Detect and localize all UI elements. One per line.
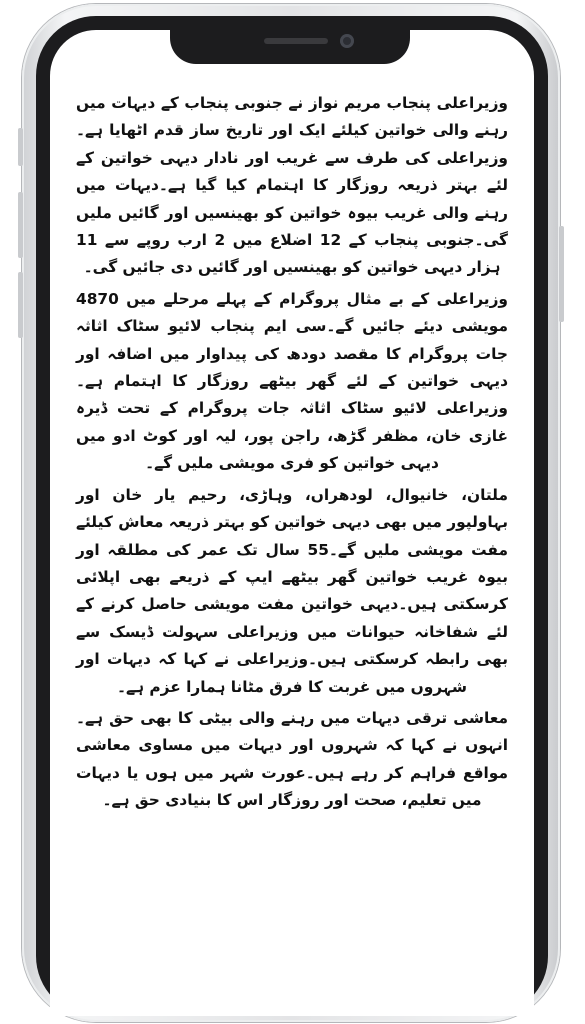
speaker-grille (264, 38, 328, 44)
volume-up-button (18, 192, 23, 258)
notch (170, 28, 410, 64)
article-paragraph-4: معاشی ترقی دیہات میں رہنے والی بیٹی کا بھی حق ہے۔انہوں نے کہا کہ شہروں اور دیہات میں مساوی معاشی مواقع فراہم کر رہے ہیں۔عورت شہر میں ہوں یا دیہات میں تعلیم، صحت اور روزگار اس کا بنیادی حق ہے۔ (76, 708, 508, 810)
article-body (76, 90, 508, 819)
article-paragraph-1: وزیراعلی پنجاب مریم نواز نے جنوبی پنجاب کے دیہات میں رہنے والی خواتین کیلئے ایک اور تاریخ ساز قدم اٹھایا ہے۔وزیراعلی کی طرف سے غریب اور نادار دیہی خواتین کے لئے بہتر ذریعہ روزگار کا اہتمام کیا گیا ہے۔دیہات میں رہنے والی غریب بیوہ خواتین کو بھینسیں اور گائیں ملیں گی۔جنوبی پنجاب کے 12 اضلاع میں 2 ارب روپے سے 11 ہزار دیہی خواتین کو بھینسیں اور گائیں دی جائیں گی۔ (76, 94, 508, 277)
article-paragraph-2: وزیراعلی کے بے مثال پروگرام کے پہلے مرحلے میں 4870 مویشی دیئے جائیں گے۔سی ایم پنجاب لائیو سٹاک اثاثہ جات پروگرام کا مقصد دودھ کی پیداوار میں اضافہ اور دیہی خواتین کے لئے گھر بیٹھے روزگار کا اہتمام ہے۔وزیراعلی لائیو سٹاک اثاثہ جات پروگرام کے تحت ڈیرہ غازی خان، مظفر گڑھ، راجن پور، لیہ اور کوٹ ادو میں دیہی خواتین کو فری مویشی ملیں گے۔ (76, 289, 508, 473)
camera-icon (340, 34, 354, 48)
power-button (559, 226, 564, 322)
article-paragraph-3: ملتان، خانیوال، لودھراں، وہاڑی، رحیم یار خان اور بہاولپور میں بھی دیہی خواتین کو بہتر ذریعہ معاش کیلئے مفت مویشی ملیں گے۔55 سال تک عمر کی مطلقہ اور بیوہ غریب خواتین گھر بیٹھے ایپ کے ذریعے بھی اپلائی کرسکتی ہیں۔دیہی خواتین مفت مویشی حاصل کرنے کے لئے شفاخانہ حیوانات میں وزیراعلی سہولت ڈیسک سے بھی رابطہ کرسکتی ہیں۔وزیراعلی نے کہا کہ دیہات اور شہروں میں غربت کا فرق مٹانا ہمارا عزم ہے۔ (76, 485, 508, 696)
volume-down-button (18, 272, 23, 338)
silent-switch (18, 128, 23, 166)
